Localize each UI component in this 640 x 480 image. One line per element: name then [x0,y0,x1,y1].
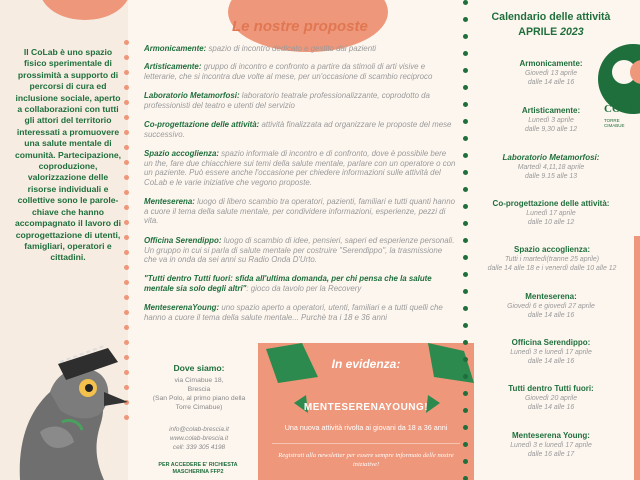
highlight-subtitle: Una nuova attività rivolta ai giovani da 18 a 36 anni [284,423,448,432]
calendar-item: Co-progettazione delle attività: Lunedì 17 aprile dalle 10 alle 12 [492,199,610,227]
phone-number: cell: 339 305 4198 [172,443,226,451]
divider [272,443,460,444]
pigeon-illustration [0,322,136,480]
address-line: Brescia [187,386,211,393]
proposal-item: MenteserenaYoung: uno spazio aperto a operatori, utenti, familiari e a tutti quelli che hanno a cuore il tema della salute mentale... Purchè tra i 18 e 36 anni [144,303,443,322]
calendar-item: Officina Serendippo: Lunedì 3 e lunedì 17 aprile dalle 14 alle 16 [510,338,592,366]
proposal-item: Menteserena: luogo di libero scambio tra operatori, pazienti, familiari e tutti quanti hanno a cuore il tema della salute mentale, per condividere informazioni, esperienze, pezzi di vita. [144,197,455,225]
calendar-item: Laboratorio Metamorfosi: Martedì 4,11,18 aprile dalle 9.15 alle 13 [502,153,600,181]
highlight-heading: In evidenza: [331,357,401,371]
proposal-item: Artisticamente: gruppo di incontro e confronto a partire da stimoli di arti visive e letterarie, che si incontra due volte al mese, per un'occasione di scambio reciproco [144,62,433,81]
logo-subtitle: TORRE CIMABUE [604,118,625,128]
highlight-activity-name: MENTESERENAYOUNG! [303,402,429,413]
proposal-item: Laboratorio Metamorfosi: laboratorio teatrale professionalizzante, coprodotto da professionisti del teatro e utenti del servizio [144,91,430,110]
proposal-item: Spazio accoglienza: spazio informale di incontro e di confronto, dove è possibile bere un the, fare due chiacchiere sui temi della salute mentale, parlare con un operatore o con un paziente. Può essere anche l'occasione per chiedere informazioni sulle attività del CoLab e le varie iniziative che vegono proposte. [144,149,456,187]
logo-text: COLab [604,103,640,115]
calendar-section [474,0,640,480]
address-line: Torre Cimabue) [175,404,223,411]
calendar-item: Artisticamente: Lunedì 3 aprile dalle 9,30 alle 12 [521,106,581,134]
proposals-title: Le nostre proposte [232,18,368,35]
email-link[interactable]: info@colab-brescia.it [169,426,229,433]
green-dots-divider [463,0,471,480]
newsletter-text: Registrati alla newsletter per essere sempre informato delle nostre iniziative! [278,452,454,468]
proposals-section [140,0,458,340]
address-line: (San Polo, al primo piano della [152,395,246,402]
proposal-item: Officina Serendippo: luogo di scambio di idee, pensieri, saperi ed esperienze personali. Un gruppo in cui si parla di salute mentale per costruire "Serendippo", la trasmissione che va in onda da sei anni su Radio Onda D'Urto. [144,236,455,264]
contacts-block [140,426,258,452]
address-line: via Cimabue 18, [174,377,224,384]
location-block [140,364,258,412]
proposal-item: "Tutti dentro Tutti fuori: sfida all'ultima domanda, per chi pensa che la salute mentale sia solo degli altri": gioco da tavolo per la Recovery [144,274,432,293]
calendar-item: Tutti dentro Tutti fuori: Giovedì 20 aprile dalle 14 alle 16 [508,384,594,412]
calendar-item: Menteserena Young: Lunedì 3 e lunedì 17 aprile dalle 16 alle 17 [510,431,592,459]
proposal-item: Armonicamente: spazio di incontro dedicato e gestito dai pazienti [144,44,377,53]
website-link[interactable]: www.colab-brescia.it [169,434,229,442]
calendar-item: Menteserena: Giovedì 6 e giovedì 27 aprile dalle 14 alle 16 [507,292,595,320]
highlight-box [258,343,474,480]
calendar-item: Armonicamente: Giovedì 13 aprile dalle 14 alle 16 [519,59,583,87]
proposal-item: Co-progettazione delle attività: attività finalizzata ad organizzare le proposte del mese successivo. [144,120,452,139]
intro-text: Il CoLab è uno spazio fisico sperimentale di prossimità a supporto di percorsi di cura ed inclusione sociale, aperto a collaborazioni con tutti gli attori del territorio interessati a promuovere una salute mentale di comunità. Partecipazione, coproduzione, valorizzazione delle risorse individuali e collettive sono le parole-chiave che hanno accompagnato il lavoro di coprogettazione di utenti, famigliari, operatori e cittadini. [14,47,122,263]
location-title: Dove siamo: [173,363,225,373]
calendar-title: Calendario delle attività APRILE 2023 [491,11,611,38]
mask-notice: PER ACCEDERE E' RICHIESTA MASCHERINA FFP2 [158,462,238,475]
calendar-item: Spazio accoglienza: Tutti i martedì(tranne 25 aprile) dalle 14 alle 18 e i venerdì dalle 10 alle 12 [487,245,617,273]
